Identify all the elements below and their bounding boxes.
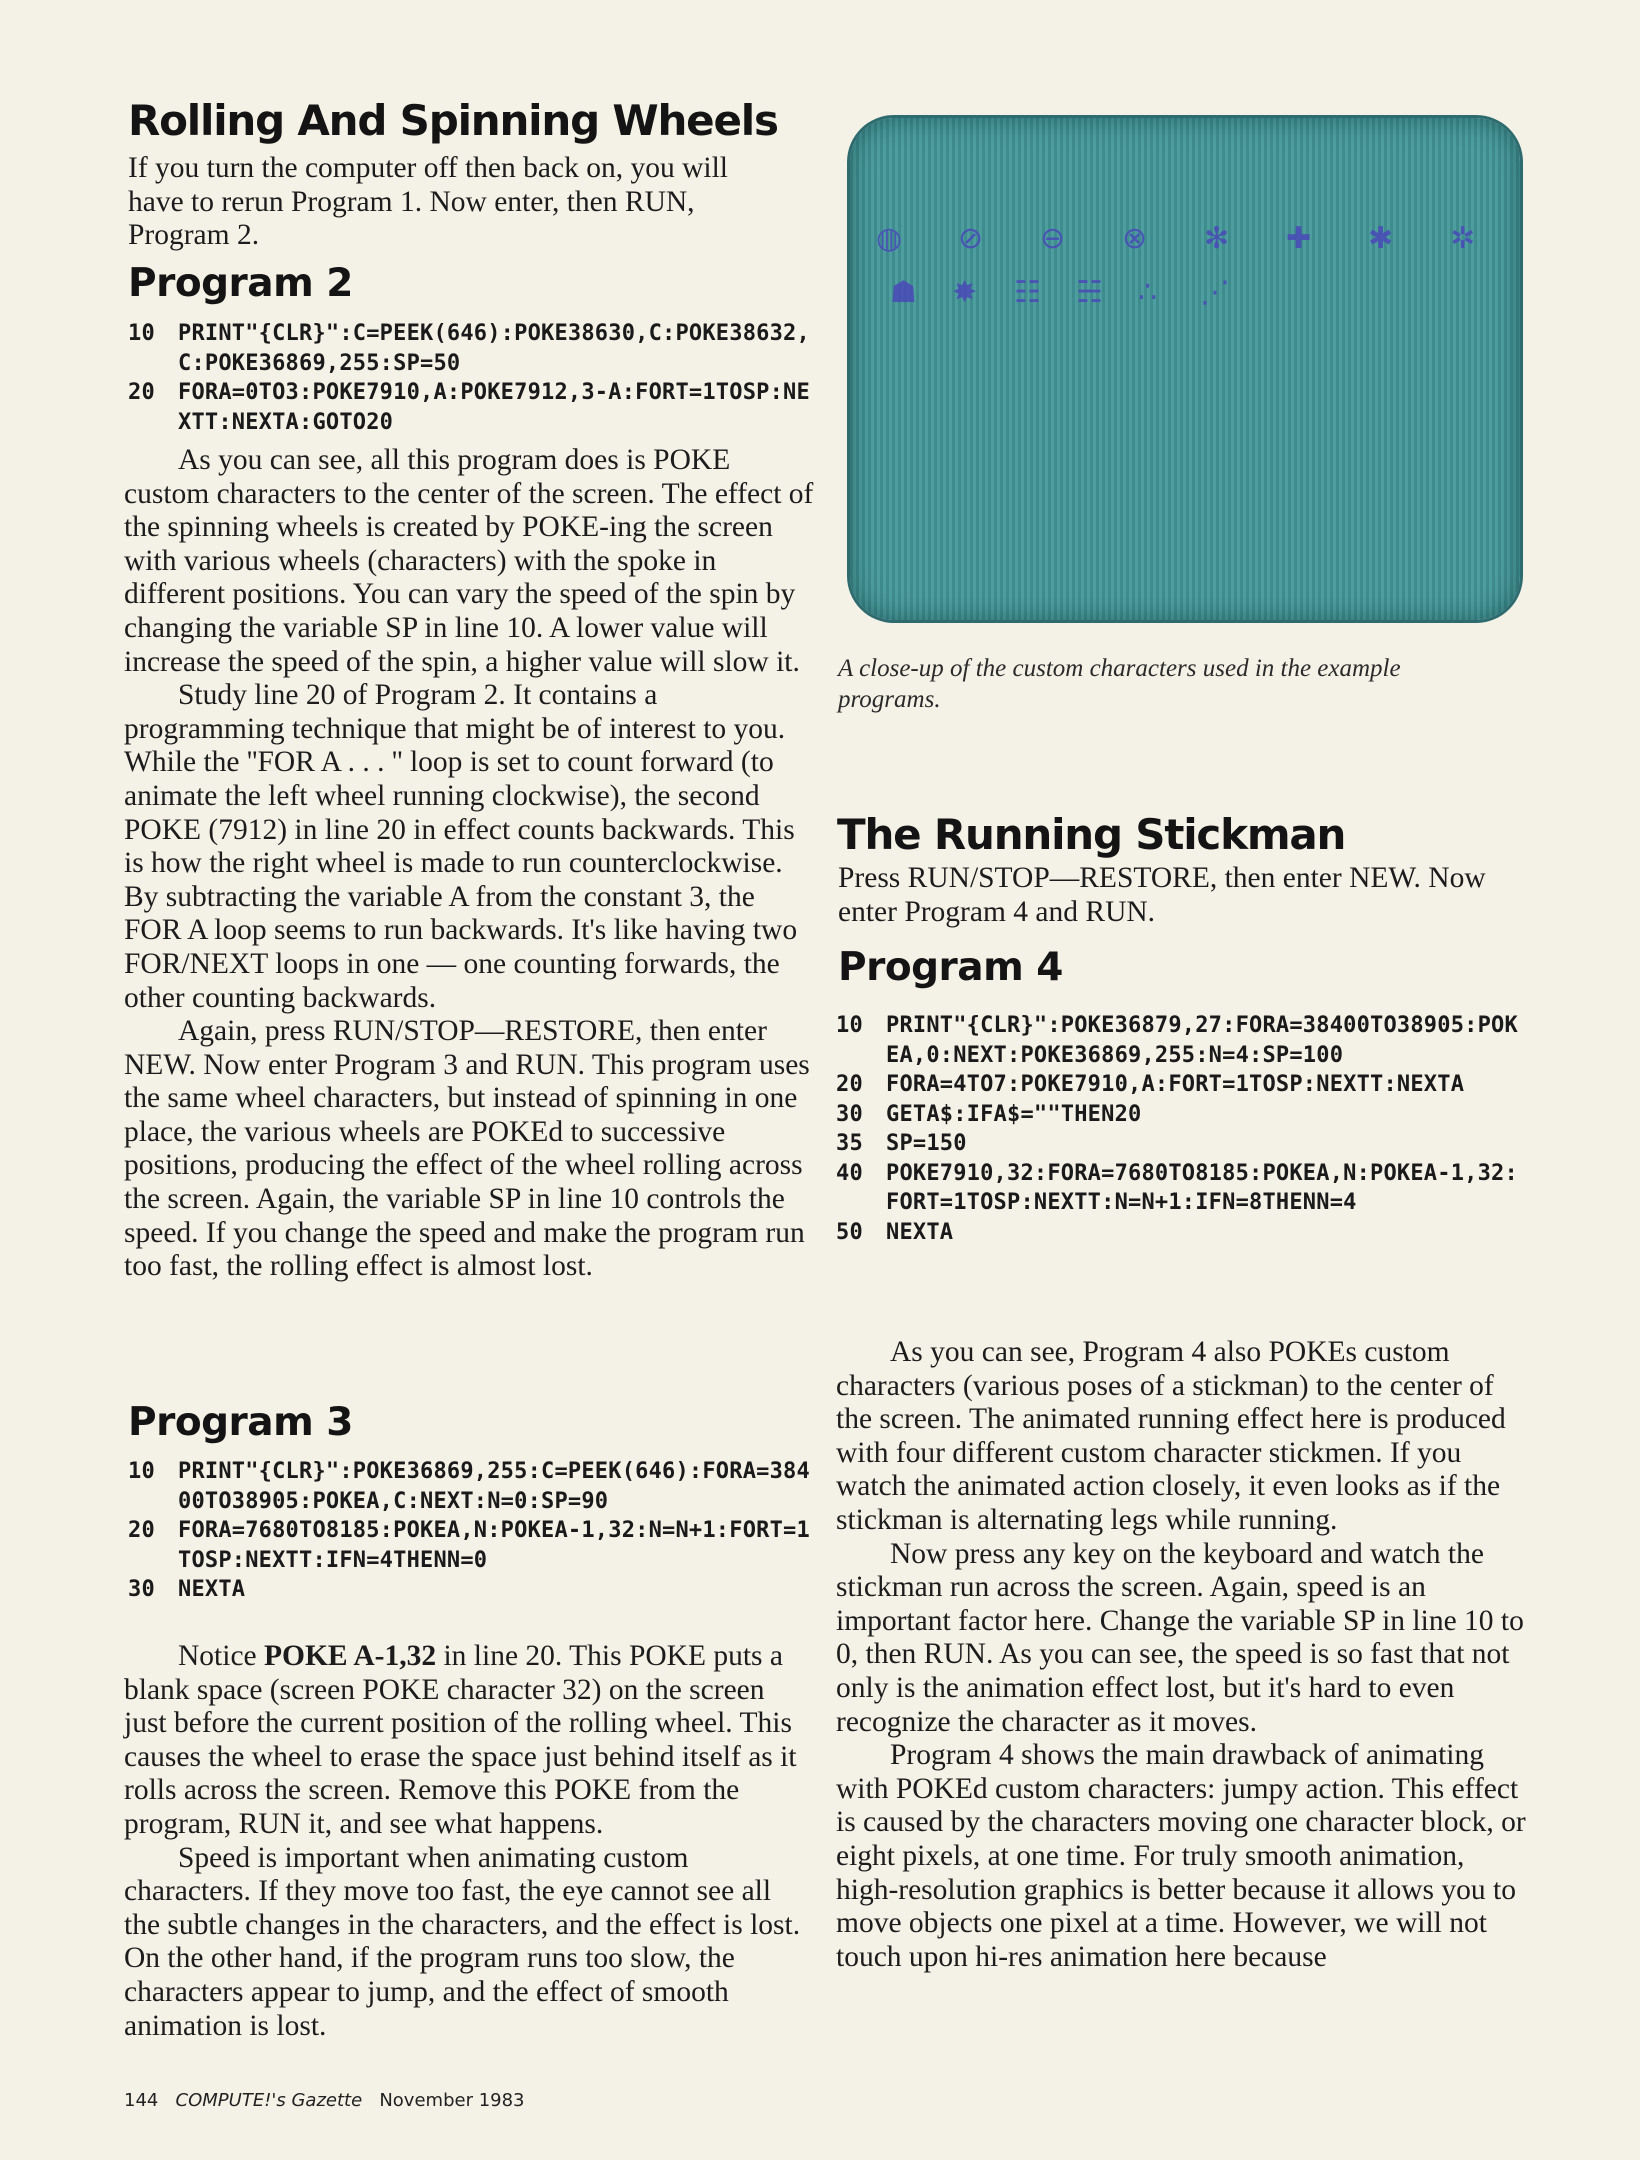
paragraph: Now press any key on the keyboard and watch the stickman run across the screen. Again, speed is an important factor here. Change the variable SP in line 10 to 0, then RUN. As you can see, the speed is so fast that not only is the animation effect lost, but it's hard to even recognize the character as it moves. (836, 1537, 1524, 1738)
code-line (836, 1011, 1526, 1070)
code-line (836, 1218, 1526, 1248)
code-line (128, 1457, 818, 1516)
line-number: 10 (128, 1459, 155, 1484)
custom-character-glyph: ☗ (890, 275, 917, 310)
page-footer (124, 2090, 525, 2111)
program-2-title: Program 2 (128, 261, 353, 306)
code-text: PRINT"{CLR}":POKE36879,27:FORA=38400TO38905:POKEA,0:NEXT:POKE36869,255:N=4:SP=100 (886, 1013, 1518, 1068)
code-line (128, 378, 818, 437)
custom-character-glyph: ✱ (1368, 221, 1394, 256)
program-3-title: Program 3 (128, 1400, 353, 1445)
line-number: 50 (836, 1219, 863, 1245)
code-text: GETA$:IFA$=""THEN20 (886, 1101, 1142, 1127)
custom-character-glyph: ⋰ (1200, 275, 1230, 310)
line-number: 20 (128, 380, 155, 405)
paragraph: Study line 20 of Program 2. It contains a programming technique that might be of interest to you. While the ''FOR A . . . '' loop is set to count forward (to animate the left wheel running clockwise), the second POKE (7912) in line 20 in effect counts backwards. This is how the right wheel is made to run counterclockwise. By subtracting the variable A from the constant 3, the FOR A loop seems to run backwards. It's like having two FOR/NEXT loops in one — one counting forwards, the other counting backwards. (124, 679, 798, 1014)
custom-character-glyph: ☵ (1076, 275, 1103, 310)
code-line (128, 319, 818, 378)
custom-character-glyph: ⊖ (1040, 221, 1066, 256)
code-line (836, 1100, 1526, 1130)
right-body-text (836, 1336, 1526, 1974)
program-2-listing (128, 319, 818, 437)
paragraph: Notice POKE A-1,32 in line 20. This POKE puts a blank space (screen POKE character 32) on the screen just before the current position of the rolling wheel. This causes the wheel to erase the space just behind itself as it rolls across the screen. Remove this POKE from the program, RUN it, and see what happens. (124, 1640, 797, 1840)
line-number: 30 (836, 1101, 863, 1127)
code-text: SP=150 (886, 1131, 967, 1156)
custom-character-glyph: ⊘ (958, 221, 984, 256)
paragraph: Program 4 shows the main drawback of animating with POKEd custom characters: jumpy action. This effect is caused by the characters moving one character block, or eight pixels, at one time. For truly smooth animation, high-resolution graphics is better because it allows you to move objects one pixel at a time. However, we will not touch upon hi-res animation here because (836, 1739, 1526, 1973)
issue-date: November 1983 (379, 2090, 525, 2111)
inline-code-emphasis: POKE A-1,32 (264, 1640, 437, 1672)
code-line (128, 1516, 818, 1575)
screen-photo-custom-characters (850, 118, 1520, 620)
intro-paragraph-left: If you turn the computer off then back on, you will have to rerun Program 1. Now enter, then RUN, Program 2. (128, 152, 728, 252)
custom-character-glyph: ✻ (1204, 221, 1230, 256)
code-line (836, 1070, 1526, 1100)
program-3-listing (128, 1457, 818, 1605)
line-number: 40 (836, 1160, 863, 1186)
code-text: PRINT"{CLR}":POKE36869,255:C=PEEK(646):FORA=38400TO38905:POKEA,C:NEXT:N=0:SP=90 (178, 1459, 810, 1514)
custom-character-glyph: ⊗ (1122, 221, 1148, 256)
line-number: 30 (128, 1577, 155, 1602)
publication-name: COMPUTE!'s Gazette (175, 2090, 363, 2111)
custom-character-glyph: ✚ (1286, 221, 1312, 256)
line-number: 10 (836, 1013, 863, 1038)
paragraph: As you can see, all this program does is POKE custom characters to the center of the screen. The effect of the spinning wheels is created by POKE-ing the screen with various wheels (characters) with the spoke in different positions. You can vary the speed of the spin by changing the variable SP in line 10. A lower value will increase the speed of the spin, a higher value will slow it. (124, 444, 814, 678)
program-4-listing (836, 1011, 1526, 1247)
intro-paragraph-right: Press RUN/STOP—RESTORE, then enter NEW. Now enter Program 4 and RUN. (838, 862, 1486, 928)
custom-character-glyph: ✸ (952, 275, 978, 310)
code-text: FORA=7680TO8185:POKEA,N:POKEA-1,32:N=N+1:FORT=1TOSP:NEXTT:IFN=4THENN=0 (178, 1518, 810, 1573)
code-text: POKE7910,32:FORA=7680TO8185:POKEA,N:POKEA-1,32:FORT=1TOSP:NEXTT:N=N+1:IFN=8THENN=4 (886, 1160, 1518, 1215)
code-line (836, 1129, 1526, 1159)
code-line (128, 1575, 818, 1605)
code-text: NEXTA (886, 1219, 954, 1245)
custom-character-glyph: ☷ (1014, 275, 1041, 310)
code-text: PRINT"{CLR}":C=PEEK(646):POKE38630,C:POKE38632,C:POKE36869,255:SP=50 (178, 321, 810, 376)
code-text: NEXTA (178, 1577, 246, 1602)
left-body-text (124, 444, 814, 1284)
paragraph: Speed is important when animating custom characters. If they move too fast, the eye cannot see all the subtle changes in the characters, and the effect is lost. On the other hand, if the program runs too slow, the characters appear to jump, and the effect of smooth animation is lost. (124, 1841, 801, 2042)
line-number: 35 (836, 1131, 863, 1156)
custom-character-glyph: ✲ (1450, 221, 1476, 256)
page-number: 144 (124, 2090, 159, 2111)
left-body-text-2 (124, 1640, 814, 2043)
code-text: FORA=0TO3:POKE7910,A:POKE7912,3-A:FORT=1TOSP:NEXTT:NEXTA:GOTO20 (178, 380, 810, 435)
line-number: 20 (128, 1518, 155, 1543)
custom-character-glyph: ∴ (1138, 275, 1158, 310)
line-number: 20 (836, 1072, 863, 1097)
program-4-title: Program 4 (838, 945, 1063, 990)
photo-caption: A close-up of the custom characters used in the example programs. (838, 655, 1401, 713)
custom-character-glyph: ◍ (876, 221, 903, 256)
section-heading-running-stickman: The Running Stickman (837, 810, 1346, 859)
paragraph: Again, press RUN/STOP—RESTORE, then enter NEW. Now enter Program 3 and RUN. This program uses the same wheel characters, but instead of spinning in one place, the various wheels are POKEd to successive positions, producing the effect of the wheel rolling across the screen. Again, the variable SP in line 10 controls the speed. If you change the speed and make the program run too fast, the rolling effect is almost lost. (124, 1015, 810, 1283)
section-heading-rolling-wheels: Rolling And Spinning Wheels (128, 96, 778, 145)
code-text: FORA=4TO7:POKE7910,A:FORT=1TOSP:NEXTT:NEXTA (886, 1072, 1465, 1097)
paragraph: As you can see, Program 4 also POKEs custom characters (various poses of a stickman) to the center of the screen. The animated running effect here is produced with four different custom character stickmen. If you watch the animated action closely, it even looks as if the stickman is alternating legs while running. (836, 1336, 1506, 1536)
line-number: 10 (128, 321, 155, 346)
code-line (836, 1159, 1526, 1218)
